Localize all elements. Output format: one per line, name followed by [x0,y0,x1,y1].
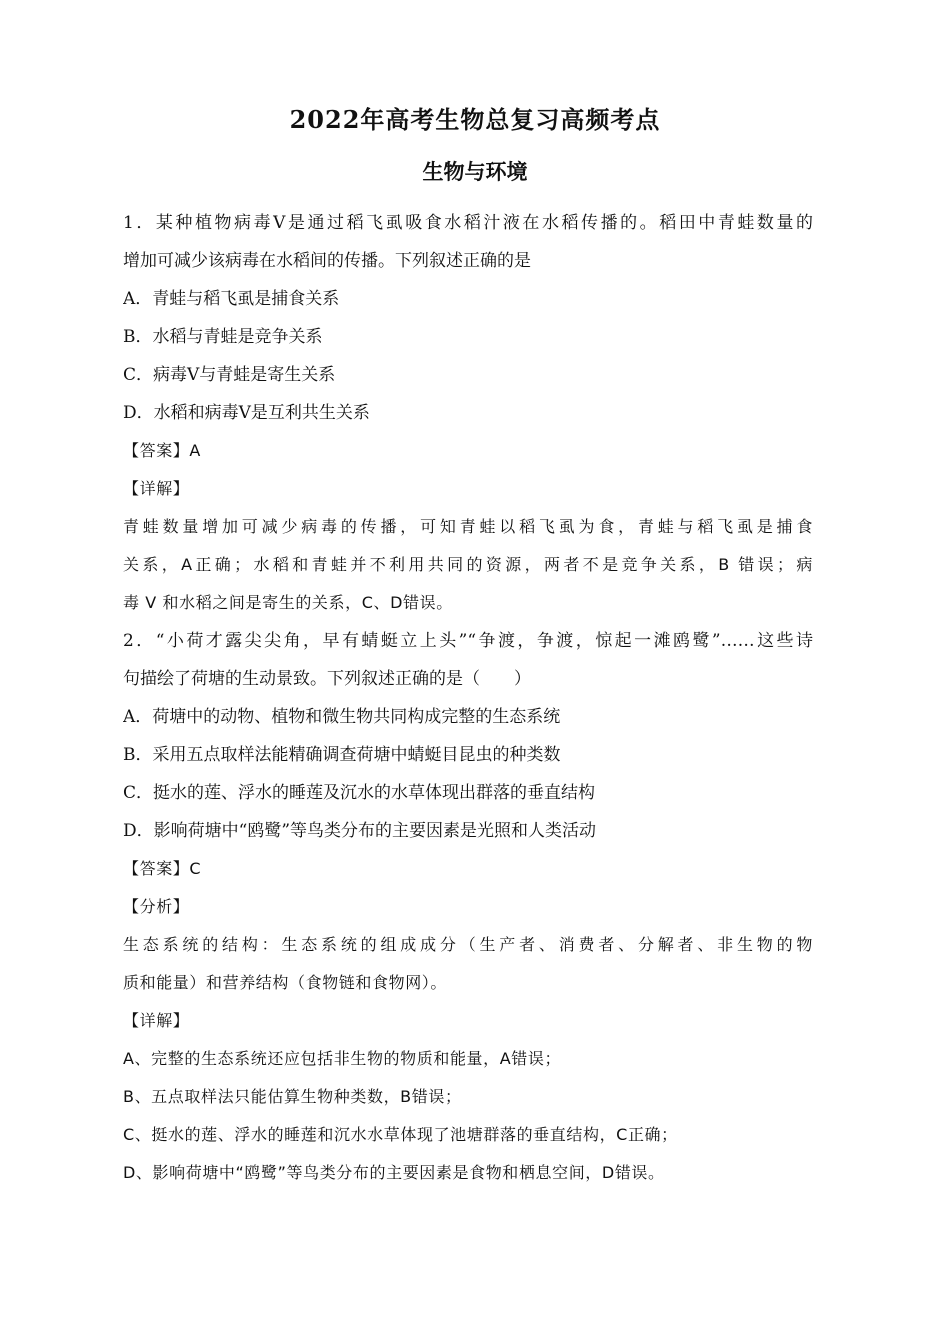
section-title: 生物与环境 [422,159,528,184]
q1-detail-label: 【详解】 [123,479,190,498]
q2-option-a: A．荷塘中的动物、植物和微生物共同构成完整的生态系统 [123,707,561,727]
q2-detail-c: C、挺水的莲、浮水的睡莲和沉水水草体现了池塘群落的垂直结构，C正确； [123,1125,678,1144]
q1-option-a: A．青蛙与稻飞虱是捕食关系 [123,289,340,309]
q2-stem-line-1: 2．“小荷才露尖尖角，早有蜻蜓立上头”“争渡，争渡，惊起一滩鸥鹭”……这些诗 [123,631,813,651]
q2-answer: 【答案】C [123,859,202,878]
q1-detail-line-1: 青蛙数量增加可减少病毒的传播，可知青蛙以稻飞虱为食，青蛙与稻飞虱是捕食 [123,517,813,536]
q2-detail-label: 【详解】 [123,1011,190,1030]
q1-answer: 【答案】A [123,441,201,460]
q1-option-c: C．病毒V与青蛙是寄生关系 [123,365,336,385]
q1-option-b: B．水稻与青蛙是竞争关系 [123,327,323,347]
q1-detail-line-2: 关系，A正确；水稻和青蛙并不利用共同的资源，两者不是竞争关系，B 错误；病 [123,555,813,574]
q1-detail-line-3: 毒 V 和水稻之间是寄生的关系，C、D错误。 [123,593,453,612]
q1-stem-line-2: 增加可减少该病毒在水稻间的传播。下列叙述正确的是 [123,251,531,271]
q2-analysis-label: 【分析】 [123,897,190,916]
q1-option-d: D．水稻和病毒V是互利共生关系 [123,403,370,423]
q2-detail-a: A、完整的生态系统还应包括非生物的物质和能量，A错误； [123,1049,562,1068]
q2-option-c: C．挺水的莲、浮水的睡莲及沉水的水草体现出群落的垂直结构 [123,783,596,803]
q2-option-d: D．影响荷塘中“鸥鹭”等鸟类分布的主要因素是光照和人类活动 [123,821,597,841]
document-title: 2022年高考生物总复习高频考点 [289,105,661,134]
q2-analysis-line-2: 质和能量）和营养结构（食物链和食物网）。 [123,973,448,992]
q1-stem-line-1: 1．某种植物病毒V是通过稻飞虱吸食水稻汁液在水稻传播的。稻田中青蛙数量的 [123,213,813,233]
q2-detail-d: D、影响荷塘中“鸥鹭”等鸟类分布的主要因素是食物和栖息空间，D错误。 [123,1163,665,1182]
q2-analysis-line-1: 生态系统的结构：生态系统的组成成分（生产者、消费者、分解者、非生物的物 [123,935,813,954]
document-content [123,204,813,1192]
q2-option-b: B．采用五点取样法能精确调查荷塘中蜻蜓目昆虫的种类数 [123,745,561,765]
q2-stem-line-2: 句描绘了荷塘的生动景致。下列叙述正确的是（ ） [123,669,531,689]
q2-detail-b: B、五点取样法只能估算生物种类数，B错误； [123,1087,462,1106]
